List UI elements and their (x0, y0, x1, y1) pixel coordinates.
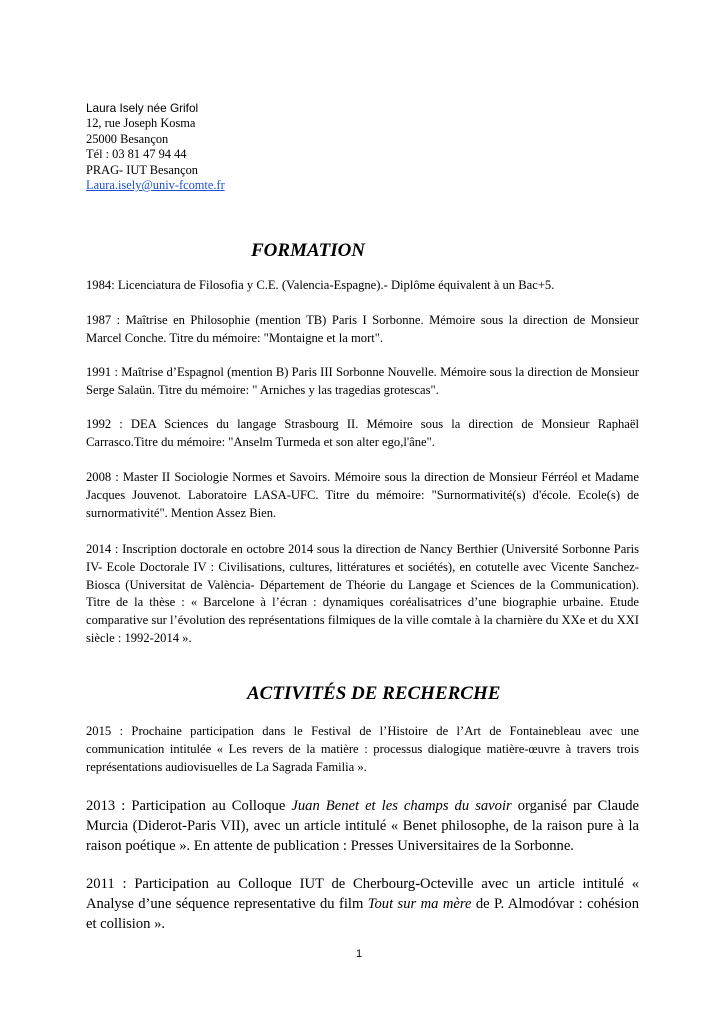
formation-entry-1984: 1984: Licenciatura de Filosofia y C.E. (Valencia-Espagne).- Diplôme équivalent à un Bac+5. (86, 278, 555, 292)
phone-line: Tél : 03 81 47 94 44 (86, 147, 187, 162)
entry-2013-text-start: 2013 : Participation au Colloque (86, 798, 292, 814)
research-entry-2011 (86, 874, 639, 934)
position-line: PRAG- IUT Besançon (86, 162, 198, 177)
entry-2011-text-end: de P. Almodóvar : cohésion et collision ». (86, 896, 639, 932)
contact-block (86, 101, 225, 193)
formation-entry-1987: 1987 : Maîtrise en Philosophie (mention TB) Paris I Sorbonne. Mémoire sous la direction de Monsieur Marcel Conche. Titre du mémoire: "Montaigne et la mort". (86, 313, 639, 345)
formation-heading: FORMATION (251, 240, 366, 261)
page-number: 1 (356, 948, 363, 960)
research-entry-2013 (86, 796, 639, 856)
formation-entry-2008: 2008 : Master II Sociologie Normes et Savoirs. Mémoire sous la direction de Monsieur Férréol et Madame Jacques Jouvenot. Laboratoire LASA-UFC. Titre du mémoire: "Surnormativité(s) d'école. Ecole(s) de surnormativité". Mention Assez Bien. (86, 470, 639, 520)
author-name: Laura Isely née Grifol (86, 101, 199, 115)
formation-entry-2014: 2014 : Inscription doctorale en octobre 2014 sous la direction de Nancy Berthier (Université Sorbonne Paris IV- Ecole Doctorale IV : Civilisations, cultures, littératures et sociétés), en cotutelle avec Vicente Sanchez-Biosca (Universitat de València- Département de Théorie du Langage et Sciences de la Communication). Titre de la thèse : « Barcelone à l’écran : dynamiques coréalisatrices d’une biographie urbaine. Etude comparative sur l’évolution des représentations filmiques de la ville comtale à la charnière du XXe et du XXI siècle : 1992-2014 ». (86, 542, 639, 645)
address-line: 12, rue Joseph Kosma (86, 116, 196, 131)
entry-2011-film-title: Tout sur ma mère (367, 896, 472, 912)
formation-entry-1991: 1991 : Maîtrise d’Espagnol (mention B) Paris III Sorbonne Nouvelle. Mémoire sous la direction de Monsieur Serge Salaün. Titre du mémoire: " Arniches y las tragedias grotescas". (86, 365, 639, 397)
entry-2011-text-start: 2011 : Participation au Colloque IUT de Cherbourg-Octeville avec un article intitulé « Analyse d’une séquence representative du film (86, 876, 639, 912)
entry-2013-text-end: organisé par Claude Murcia (Diderot-Paris VII), avec un article intitulé « Benet philosophe, de la raison pure à la raison poétique ». En attente de publication : Presses Universitaires de la Sorbonne. (86, 798, 640, 854)
research-heading: ACTIVITÉS DE RECHERCHE (247, 683, 501, 704)
city-line: 25000 Besançon (86, 131, 169, 146)
research-entry-2015: 2015 : Prochaine participation dans le Festival de l’Histoire de l’Art de Fontainebleau avec une communication intitulée « Les revers de la matière : processus dialogique matière-œuvre à travers trois représentations audiovisuelles de La Sagrada Familia ». (86, 724, 639, 774)
formation-entry-1992: 1992 : DEA Sciences du langage Strasbourg II. Mémoire sous la direction de Monsieur Raphaël Carrasco.Titre du mémoire: "Anselm Turmeda et son alter ego,l'âne". (86, 417, 639, 449)
email-link[interactable]: Laura.isely@univ-fcomte.fr (86, 178, 225, 193)
entry-2013-colloquium-title: Juan Benet et les champs du savoir (291, 798, 512, 814)
